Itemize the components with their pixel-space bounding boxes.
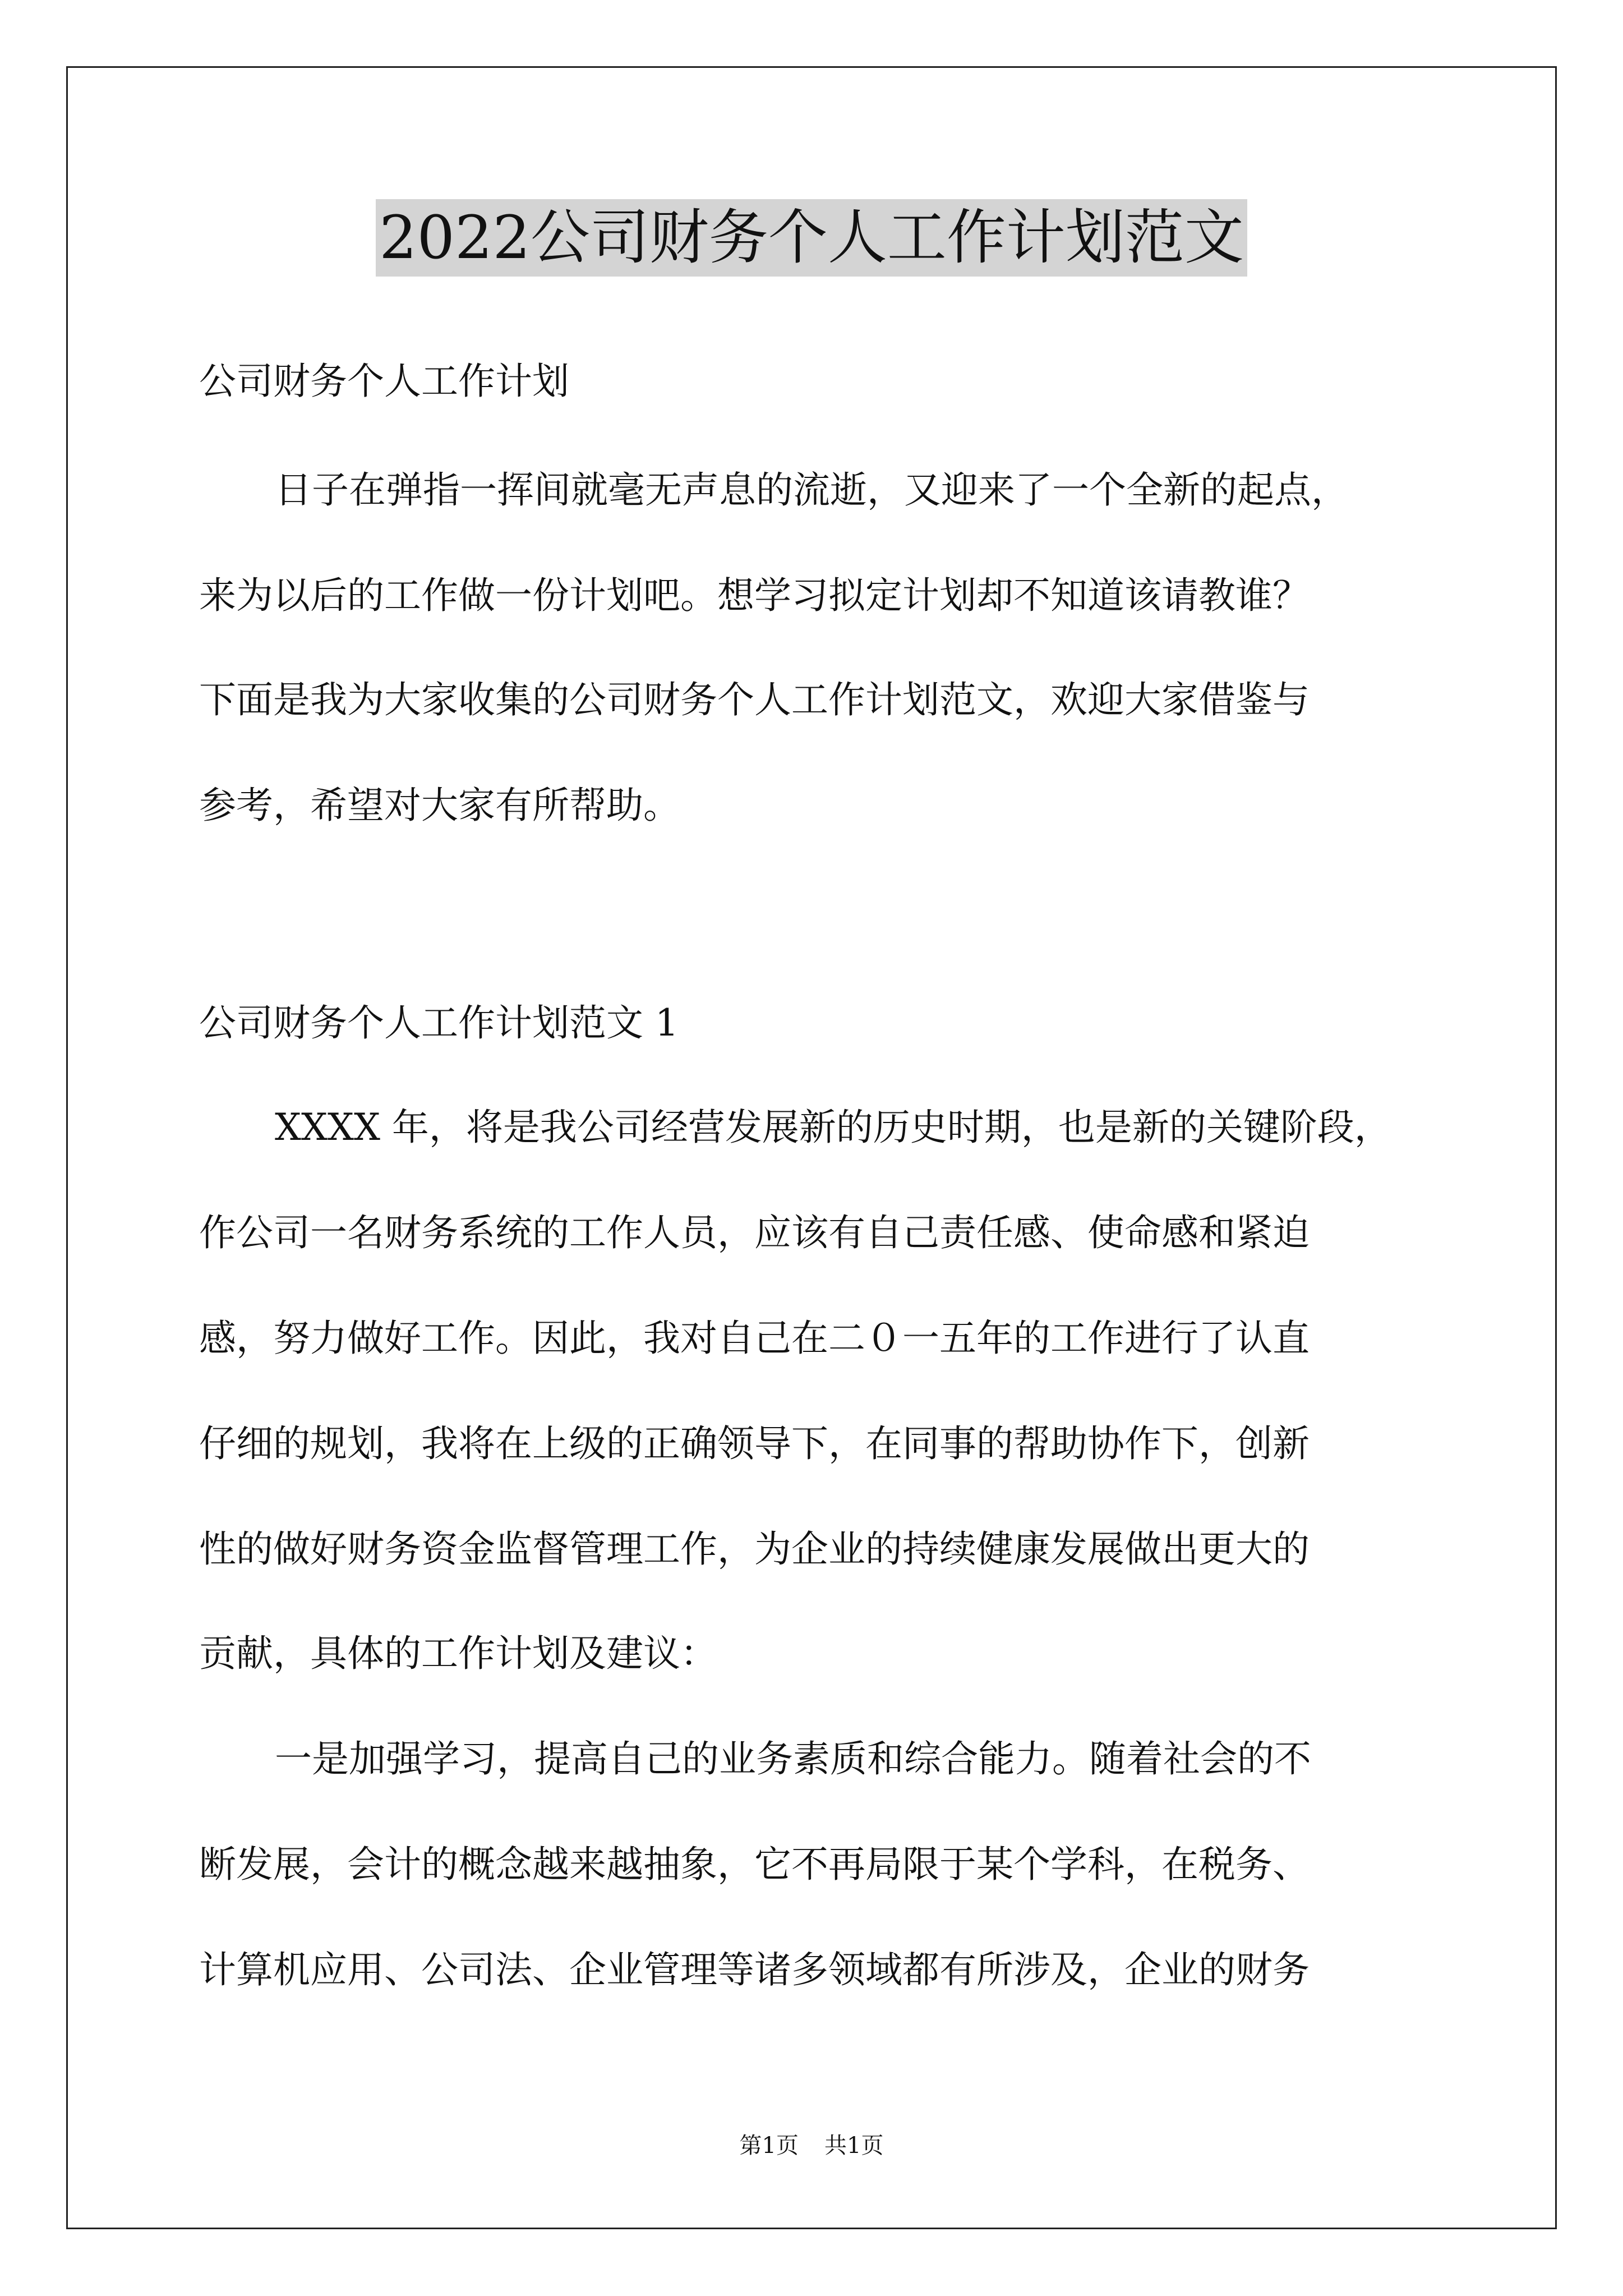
paragraph-line: 一是加强学习，提高自己的业务素质和综合能力。随着社会的不: [275, 1737, 1311, 1780]
paragraph-line: 参考，希望对大家有所帮助。: [199, 784, 680, 827]
paragraph-line: 计算机应用、公司法、企业管理等诸多领域都有所涉及，企业的财务: [199, 1948, 1310, 1991]
page-total: 共1页: [824, 2133, 884, 2159]
document-title: 2022公司财务个人工作计划范文: [376, 199, 1247, 277]
paragraph-line: 日子在弹指一挥间就毫无声息的流逝，又迎来了一个全新的起点，: [275, 468, 1348, 512]
paragraph-line: XXXX 年，将是我公司经营发展新的历史时期，也是新的关键阶段，: [275, 1106, 1391, 1149]
paragraph-line: 下面是我为大家收集的公司财务个人工作计划范文，欢迎大家借鉴与: [199, 678, 1310, 721]
paragraph-line: 感，努力做好工作。因此，我对自己在二０一五年的工作进行了认直: [199, 1317, 1310, 1360]
page-footer: [0, 2132, 1623, 2160]
paragraph-line: 来为以后的工作做一份计划吧。想学习拟定计划却不知道该请教谁？: [199, 574, 1310, 617]
section-heading: 公司财务个人工作计划: [199, 360, 569, 403]
section-heading: 公司财务个人工作计划范文 1: [199, 1001, 679, 1045]
title-container: [0, 199, 1623, 277]
paragraph-line: 仔细的规划，我将在上级的正确领导下，在同事的帮助协作下，创新: [199, 1422, 1310, 1465]
paragraph-line: 作公司一名财务系统的工作人员，应该有自己责任感、使命感和紧迫: [199, 1211, 1310, 1254]
paragraph-line: 性的做好财务资金监督管理工作，为企业的持续健康发展做出更大的: [199, 1527, 1310, 1571]
paragraph-line: 贡献，具体的工作计划及建议：: [199, 1632, 717, 1675]
paragraph-line: 断发展，会计的概念越来越抽象，它不再局限于某个学科，在税务、: [199, 1843, 1310, 1886]
page-number: 第1页: [739, 2133, 799, 2159]
